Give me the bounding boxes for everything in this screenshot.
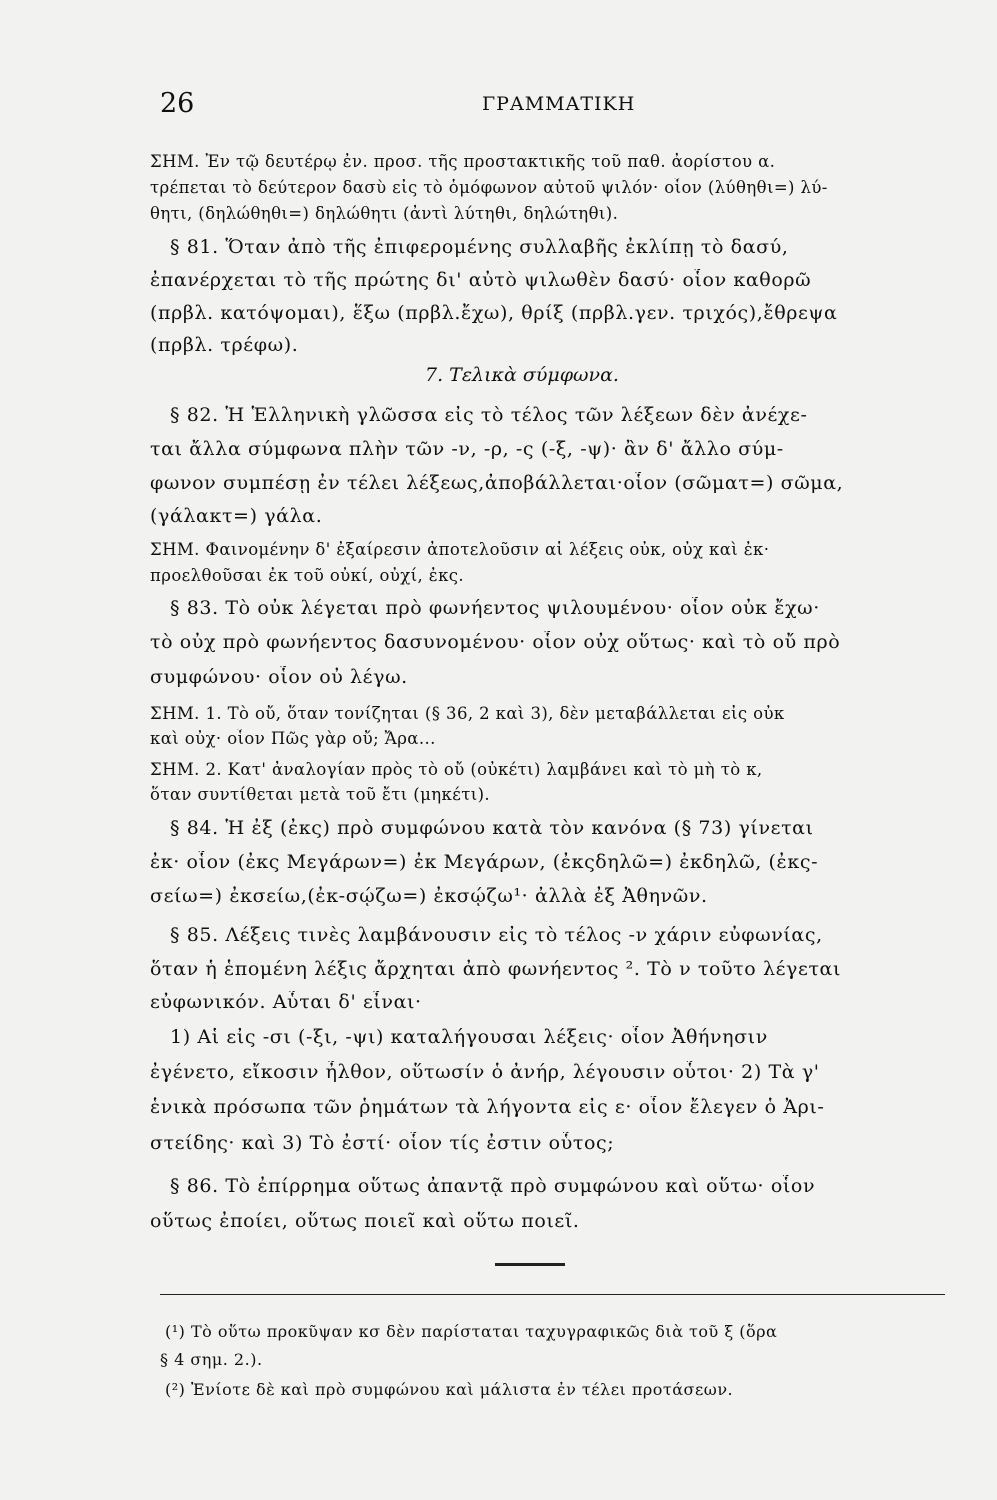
note-line: ΣΗΜ. 1. Τὸ οὔ, ὅταν τονίζηται (§ 36, 2 καὶ 3), δὲν μεταβάλλεται εἰς οὐκ [150,704,785,723]
running-title: ΓΡΑΜΜΑΤΙΚΗ [482,93,636,115]
end-ornament [495,1263,565,1266]
footnote-line: (²) Ἐνίοτε δὲ καὶ πρὸ συμφώνου καὶ μάλιστα ἐν τέλει προτάσεων. [165,1380,734,1399]
paragraph-85-line: ὅταν ἡ ἑπομένη λέξις ἄρχηται ἀπὸ φωνήεντος ². Τὸ ν τοῦτο λέγεται [150,958,842,980]
paragraph-83-line: τὸ οὐχ πρὸ φωνήεντος δασυνομένου· οἷον οὐχ οὕτως· καὶ τὸ οὔ πρὸ [150,631,841,653]
paragraph-81-line: (πρβλ. τρέφω). [150,334,299,356]
paragraph-86-line: οὕτως ἐποίει, οὕτως ποιεῖ καὶ οὕτω ποιεῖ. [150,1210,580,1232]
note-line: προελθοῦσαι ἐκ τοῦ οὐκί, οὐχί, ἐκς. [150,566,465,585]
note-line: ΣΗΜ. Φαινομένην δ' ἐξαίρεσιν ἀποτελοῦσιν αἱ λέξεις οὐκ, οὐχ καὶ ἐκ· [150,540,770,559]
paragraph-82-line: ται ἄλλα σύμφωνα πλὴν τῶν -ν, -ρ, -ς (-ξ, -ψ)· ἂν δ' ἄλλο σύμ- [150,438,784,460]
footnote-line: (¹) Τὸ οὕτω προκῦψαν κσ δὲν παρίσταται ταχυγραφικῶς διὰ τοῦ ξ (ὅρα [165,1322,778,1341]
note-line: ΣΗΜ. 2. Κατ' ἀναλογίαν πρὸς τὸ οὔ (οὐκέτι) λαμβάνει καὶ τὸ μὴ τὸ κ, [150,760,763,779]
note-line: τρέπεται τὸ δεύτερον δασὺ εἰς τὸ ὁμόφωνον αὐτοῦ ψιλόν· οἷον (λύθηθι=) λύ- [150,178,828,197]
note-line: ΣΗΜ. Ἐν τῷ δευτέρῳ ἐν. προσ. τῆς προστακτικῆς τοῦ παθ. ἀορίστου α. [150,152,776,171]
paragraph-82-line: § 82. Ἡ Ἑλληνικὴ γλῶσσα εἰς τὸ τέλος τῶν λέξεων δὲν ἀνέχε- [170,404,808,426]
paragraph-85-line: εὐφωνικόν. Αὗται δ' εἶναι· [150,991,422,1013]
note-line: ὅταν συντίθεται μετὰ τοῦ ἔτι (μηκέτι). [150,785,491,804]
paragraph-84-line: ἐκ· οἷον (ἐκς Μεγάρων=) ἐκ Μεγάρων, (ἐκςδηλῶ=) ἐκδηλῶ, (ἐκς- [150,851,819,873]
page-header [160,88,945,122]
paragraph-82-line: φωνον συμπέσῃ ἐν τέλει λέξεως,ἀποβάλλεται·οἷον (σῶματ=) σῶμα, [150,472,844,494]
footnote-divider [160,1294,945,1295]
note-line: καὶ οὐχ· οἷον Πῶς γὰρ οὔ; Ἄρα... [150,729,436,748]
paragraph-86-line: § 86. Τὸ ἐπίρρημα οὕτως ἀπαντᾷ πρὸ συμφώνου καὶ οὕτω· οἷον [170,1175,816,1197]
paragraph-81-line: (πρβλ. κατόψομαι), ἕξω (πρβλ.ἔχω), θρίξ (πρβλ.γεν. τριχός),ἔθρεψα [150,302,838,324]
paragraph-85-line: στείδης· καὶ 3) Τὸ ἐστί· οἷον τίς ἐστιν οὗτος; [150,1132,615,1154]
paragraph-84-line: § 84. Ἡ ἐξ (ἐκς) πρὸ συμφώνου κατὰ τὸν κανόνα (§ 73) γίνεται [170,817,814,839]
paragraph-85-line: 1) Αἱ εἰς -σι (-ξι, -ψι) καταλήγουσαι λέξεις· οἷον Ἀθήνησιν [170,1026,768,1048]
paragraph-81-line: ἐπανέρχεται τὸ τῆς πρώτης δι' αὐτὸ ψιλωθὲν δασύ· οἷον καθορῶ [150,269,812,291]
page-number: 26 [160,88,195,119]
paragraph-85-line: ἐγένετο, εἴκοσιν ἦλθον, οὕτωσίν ὁ ἀνήρ, λέγουσιν οὗτοι· 2) Τὰ γ' [150,1061,820,1083]
paragraph-81-line: § 81. Ὅταν ἀπὸ τῆς ἐπιφερομένης συλλαβῆς ἐκλίπῃ τὸ δασύ, [170,236,789,258]
paragraph-85-line: ἑνικὰ πρόσωπα τῶν ῥημάτων τὰ λήγοντα εἰς ε· οἷον ἔλεγεν ὁ Ἀρι- [150,1096,825,1118]
section-subheading: 7. Τελικὰ σύμφωνα. [425,364,619,386]
paragraph-83-line: συμφώνου· οἷον οὐ λέγω. [150,666,408,688]
paragraph-82-line: (γάλακτ=) γάλα. [150,505,323,527]
footnote-line: § 4 σημ. 2.). [160,1350,263,1369]
note-line: θητι, (δηλώθηθι=) δηλώθητι (ἀντὶ λύτηθι, δηλώτηθι). [150,204,619,223]
paragraph-85-line: § 85. Λέξεις τινὲς λαμβάνουσιν εἰς τὸ τέλος -ν χάριν εὐφωνίας, [170,924,823,946]
paragraph-83-line: § 83. Τὸ οὐκ λέγεται πρὸ φωνήεντος ψιλουμένου· οἷον οὐκ ἔχω· [170,597,820,619]
paragraph-84-line: σείω=) ἐκσείω,(ἐκ-σῴζω=) ἐκσῴζω¹· ἀλλὰ ἐξ Ἀθηνῶν. [150,885,708,907]
